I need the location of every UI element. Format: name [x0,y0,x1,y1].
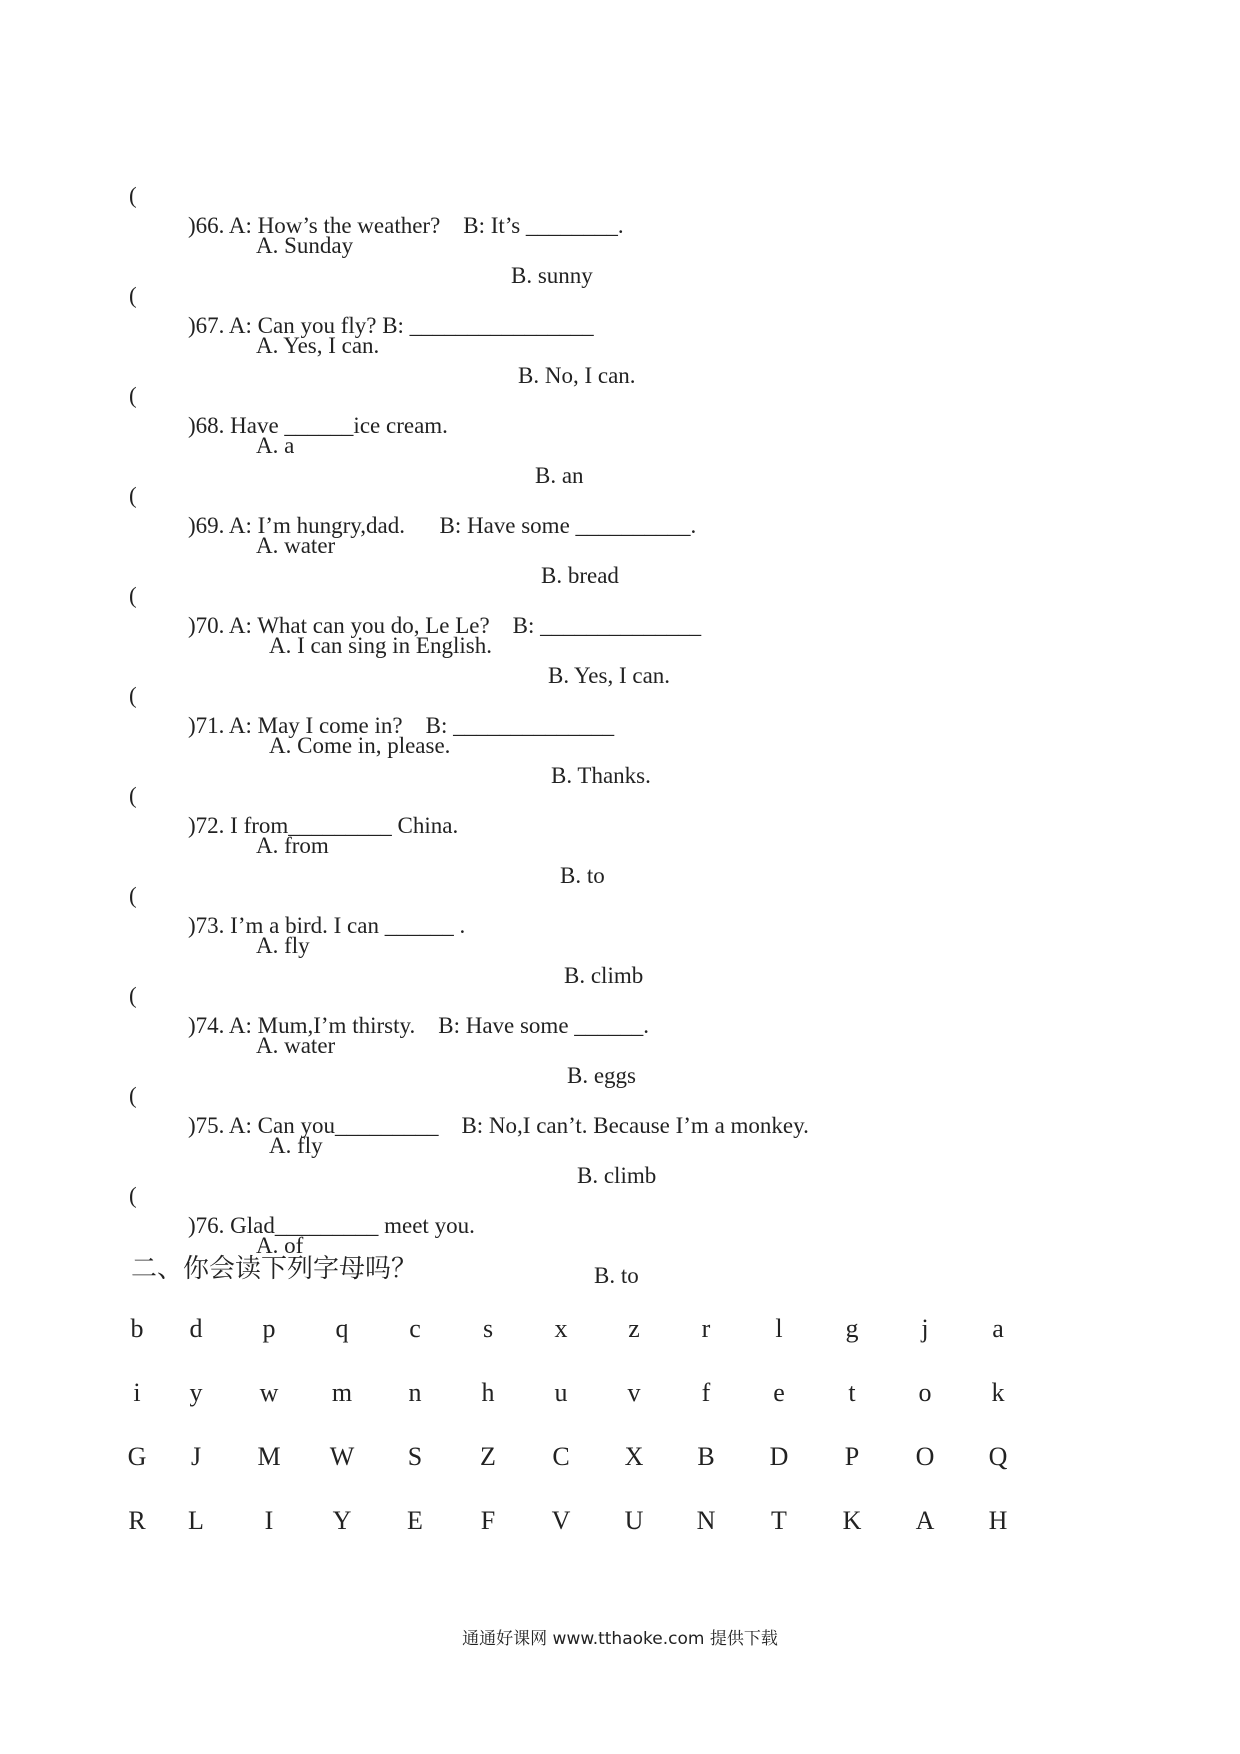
alphabet-letter: t [848,1378,856,1407]
alphabet-letter: G [127,1442,147,1471]
answer-paren: ( [129,1183,137,1208]
alphabet-letter: l [775,1314,783,1343]
alphabet-letter: O [915,1442,935,1471]
option-b: B. Yes, I can. [548,663,671,688]
option-b: B. to [594,1263,639,1288]
option-a: A. from [256,833,329,858]
answer-paren: ( [129,683,137,708]
option-b: B. Thanks. [551,763,651,788]
option-b: B. climb [577,1163,657,1188]
letter-row [0,1311,1240,1347]
alphabet-letter: d [189,1314,203,1343]
answer-paren: ( [129,483,137,508]
question-text: )76. Glad_________ meet you. [188,1213,475,1238]
question-text: )74. A: Mum,I’m thirsty. B: Have some ______. [188,1013,650,1038]
alphabet-letter: q [335,1314,349,1343]
answer-paren: ( [129,783,137,808]
alphabet-letter: u [554,1378,568,1407]
option-b: B. No, I can. [518,363,636,388]
letter-row [0,1503,1240,1539]
alphabet-letter: V [551,1506,571,1535]
question-text: )75. A: Can you_________ B: No,I can’t. Because I’m a monkey. [188,1113,809,1138]
answer-paren: ( [129,883,137,908]
alphabet-letter: g [845,1314,859,1343]
alphabet-letter: y [189,1378,203,1407]
question-text: )68. Have ______ice cream. [188,413,448,438]
answer-paren: ( [129,983,137,1008]
alphabet-letter: b [130,1314,144,1343]
alphabet-letter: k [991,1378,1005,1407]
question-text: )66. A: How’s the weather? B: It’s ________. [188,213,624,238]
alphabet-letter: M [257,1442,281,1471]
alphabet-letter: e [773,1378,785,1407]
option-a: A. fly [256,933,310,958]
alphabet-letter: v [627,1378,641,1407]
answer-paren: ( [129,583,137,608]
alphabet-letter: x [554,1314,568,1343]
letter-row [0,1375,1240,1411]
option-a: A. of [256,1233,304,1258]
question-text: )72. I from_________ China. [188,813,459,838]
alphabet-letter: Q [988,1442,1008,1471]
alphabet-letter: f [701,1378,711,1407]
question-text: )70. A: What can you do, Le Le? B: ______________ [188,613,702,638]
alphabet-letter: h [481,1378,495,1407]
alphabet-letter: m [331,1378,353,1407]
answer-paren: ( [129,183,137,208]
question-text: )67. A: Can you fly? B: ________________ [188,313,594,338]
alphabet-letter: E [407,1506,423,1535]
alphabet-letter: T [771,1506,787,1535]
alphabet-letter: r [701,1314,711,1343]
alphabet-letter: i [133,1378,141,1407]
option-a: A. Yes, I can. [256,333,380,358]
letter-row [0,1439,1240,1475]
alphabet-letter: o [918,1378,932,1407]
option-a: A. a [256,433,295,458]
alphabet-letter: I [264,1506,274,1535]
alphabet-letter: n [408,1378,422,1407]
alphabet-letter: F [480,1506,496,1535]
option-b: B. an [535,463,584,488]
option-b: B. eggs [567,1063,636,1088]
alphabet-letter: C [552,1442,570,1471]
alphabet-letter: z [628,1314,640,1343]
answer-paren: ( [129,383,137,408]
alphabet-letter: J [190,1442,202,1471]
footer-credit: 通通好课网 www.tthaoke.com 提供下载 [462,1629,778,1649]
option-b: B. bread [541,563,619,588]
answer-paren: ( [129,283,137,308]
alphabet-letter: N [696,1506,716,1535]
option-a: A. water [256,533,336,558]
alphabet-letter: Y [332,1506,352,1535]
alphabet-letter: p [262,1314,276,1343]
alphabet-letter: D [769,1442,789,1471]
alphabet-letter: a [992,1314,1004,1343]
option-a: A. water [256,1033,336,1058]
option-b: B. sunny [511,263,593,288]
option-a: A. Sunday [256,233,354,258]
alphabet-letter: X [624,1442,644,1471]
alphabet-letter: K [842,1506,862,1535]
alphabet-letter: P [844,1442,860,1471]
question-text: )71. A: May I come in? B: ______________ [188,713,615,738]
alphabet-letter: R [128,1506,146,1535]
alphabet-letter: L [188,1506,204,1535]
answer-paren: ( [129,1083,137,1108]
alphabet-letter: j [921,1314,929,1343]
option-b: B. climb [564,963,644,988]
alphabet-letter: W [329,1442,355,1471]
alphabet-letter: U [624,1506,644,1535]
alphabet-letter: B [697,1442,715,1471]
alphabet-letter: w [259,1378,279,1407]
alphabet-letter: c [409,1314,421,1343]
option-a: A. Come in, please. [269,733,451,758]
section-heading: 二、你会读下列字母吗？ [131,1254,418,1284]
alphabet-letter: s [482,1314,494,1343]
alphabet-letter: A [915,1506,935,1535]
option-a: A. I can sing in English. [269,633,492,658]
alphabet-letter: H [988,1506,1008,1535]
question-text: )69. A: I’m hungry,dad. B: Have some __________. [188,513,697,538]
question-text: )73. I’m a bird. I can ______ . [188,913,466,938]
option-a: A. fly [269,1133,323,1158]
alphabet-letter: Z [480,1442,496,1471]
alphabet-letter: S [407,1442,423,1471]
option-b: B. to [560,863,605,888]
